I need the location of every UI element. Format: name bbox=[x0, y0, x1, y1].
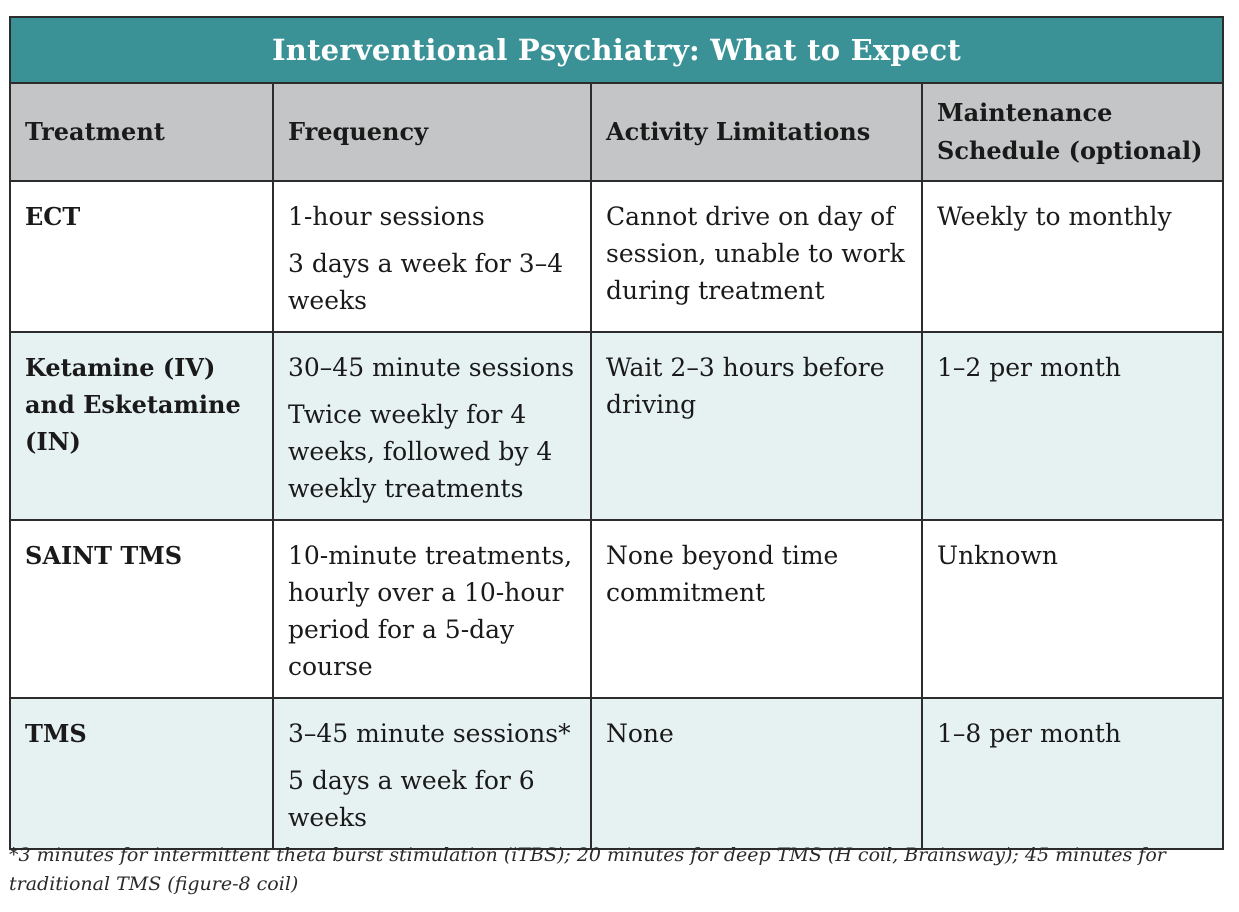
treatment-cell: ECT bbox=[11, 181, 273, 332]
frequency-line: 10-minute treatments, hourly over a 10-hour period for a 5-day course bbox=[288, 541, 573, 681]
frequency-line: 3–45 minute sessions* bbox=[288, 719, 571, 748]
frequency-line: 30–45 minute sessions bbox=[288, 353, 575, 382]
activity-cell: None beyond time commitment bbox=[591, 520, 922, 698]
header-treatment: Treatment bbox=[11, 84, 273, 181]
frequency-cell bbox=[273, 520, 591, 698]
header-maintenance-schedule: Maintenance Schedule (optional) bbox=[922, 84, 1222, 181]
table-title: Interventional Psychiatry: What to Expect bbox=[11, 18, 1222, 84]
table-row bbox=[11, 332, 1222, 520]
activity-cell: Cannot drive on day of session, unable to work during treatment bbox=[591, 181, 922, 332]
frequency-line: Twice weekly for 4 weeks, followed by 4 weekly treatments bbox=[288, 400, 553, 503]
maintenance-cell: Weekly to monthly bbox=[922, 181, 1222, 332]
maintenance-cell: Unknown bbox=[922, 520, 1222, 698]
table-row bbox=[11, 520, 1222, 698]
frequency-line: 5 days a week for 6 weeks bbox=[288, 766, 535, 832]
frequency-cell bbox=[273, 698, 591, 848]
treatment-table bbox=[11, 84, 1222, 848]
treatment-cell: SAINT TMS bbox=[11, 520, 273, 698]
frequency-cell bbox=[273, 181, 591, 332]
maintenance-cell: 1–2 per month bbox=[922, 332, 1222, 520]
frequency-line: 3 days a week for 3–4 weeks bbox=[288, 249, 564, 315]
footnote: *3 minutes for intermittent theta burst stimulation (iTBS); 20 minutes for deep TMS (H coil, Brainsway); 45 minutes for traditional TMS (figure-8 coil) bbox=[9, 844, 1166, 895]
table-row bbox=[11, 181, 1222, 332]
frequency-line: 1-hour sessions bbox=[288, 202, 485, 231]
table-row bbox=[11, 698, 1222, 848]
treatment-cell: TMS bbox=[11, 698, 273, 848]
activity-cell: Wait 2–3 hours before driving bbox=[591, 332, 922, 520]
maintenance-cell: 1–8 per month bbox=[922, 698, 1222, 848]
header-activity-limitations: Activity Limitations bbox=[591, 84, 922, 181]
treatment-cell: Ketamine (IV) and Esketamine (IN) bbox=[11, 332, 273, 520]
header-row bbox=[11, 84, 1222, 181]
header-frequency: Frequency bbox=[273, 84, 591, 181]
activity-cell: None bbox=[591, 698, 922, 848]
frequency-cell bbox=[273, 332, 591, 520]
table-figure bbox=[9, 16, 1224, 850]
